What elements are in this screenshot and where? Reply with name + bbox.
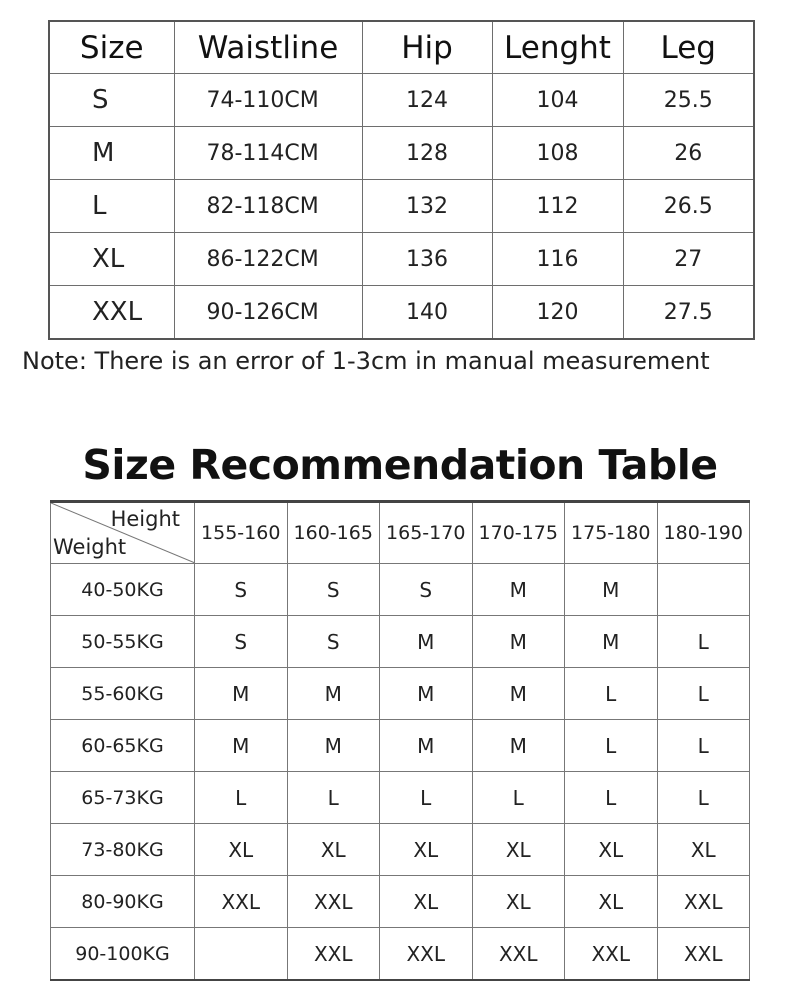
recommended-size-cell: XXL: [287, 876, 380, 928]
recommendation-row: [51, 876, 750, 928]
recommended-size-cell: M: [565, 616, 658, 668]
size-chart-cell-length: 116: [492, 233, 623, 286]
weight-range-cell: 90-100KG: [51, 928, 195, 981]
height-range-header: 170-175: [472, 502, 565, 564]
weight-range-cell: 60-65KG: [51, 720, 195, 772]
recommended-size-cell: XXL: [472, 928, 565, 981]
recommended-size-cell: M: [287, 668, 380, 720]
recommendation-header-row: [51, 502, 750, 564]
size-chart-table: [48, 20, 755, 340]
recommended-size-cell: L: [565, 720, 658, 772]
size-chart-cell-waistline: 74-110CM: [174, 74, 362, 127]
recommended-size-cell: L: [657, 772, 750, 824]
height-range-header: 165-170: [380, 502, 473, 564]
recommended-size-cell: L: [565, 668, 658, 720]
size-chart-cell-waistline: 86-122CM: [174, 233, 362, 286]
weight-range-cell: 80-90KG: [51, 876, 195, 928]
size-chart-cell-length: 108: [492, 127, 623, 180]
recommended-size-cell: L: [657, 720, 750, 772]
recommended-size-cell: L: [380, 772, 473, 824]
recommended-size-cell: XXL: [380, 928, 473, 981]
weight-range-cell: 65-73KG: [51, 772, 195, 824]
recommended-size-cell: M: [565, 564, 658, 616]
size-chart-cell-hip: 136: [362, 233, 492, 286]
header-size: Size: [49, 21, 174, 74]
recommended-size-cell: L: [195, 772, 288, 824]
size-chart-cell-size: L: [49, 180, 174, 233]
size-chart-cell-length: 120: [492, 286, 623, 340]
size-chart-cell-hip: 140: [362, 286, 492, 340]
height-range-header: 160-165: [287, 502, 380, 564]
recommendation-row: [51, 668, 750, 720]
recommended-size-cell: XL: [287, 824, 380, 876]
recommended-size-cell: M: [472, 616, 565, 668]
height-range-header: 155-160: [195, 502, 288, 564]
recommendation-title: Size Recommendation Table: [82, 441, 718, 489]
size-chart-cell-length: 112: [492, 180, 623, 233]
measurement-note: Note: There is an error of 1-3cm in manual measurement: [22, 347, 710, 375]
size-chart-cell-hip: 124: [362, 74, 492, 127]
recommended-size-cell: XXL: [195, 876, 288, 928]
recommendation-row: [51, 824, 750, 876]
size-chart-cell-waistline: 82-118CM: [174, 180, 362, 233]
recommended-size-cell: M: [380, 720, 473, 772]
recommended-size-cell: S: [195, 564, 288, 616]
size-chart-cell-waistline: 90-126CM: [174, 286, 362, 340]
weight-range-cell: 40-50KG: [51, 564, 195, 616]
height-range-header: 180-190: [657, 502, 750, 564]
size-chart-cell-leg: 26.5: [623, 180, 754, 233]
recommended-size-cell: M: [195, 720, 288, 772]
recommended-size-cell: [657, 564, 750, 616]
recommended-size-cell: M: [287, 720, 380, 772]
recommended-size-cell: L: [657, 668, 750, 720]
recommended-size-cell: M: [380, 668, 473, 720]
height-range-header: 175-180: [565, 502, 658, 564]
recommended-size-cell: XXL: [287, 928, 380, 981]
recommended-size-cell: M: [472, 668, 565, 720]
header-waistline: Waistline: [174, 21, 362, 74]
recommended-size-cell: XL: [380, 824, 473, 876]
header-hip: Hip: [362, 21, 492, 74]
recommended-size-cell: M: [472, 720, 565, 772]
size-chart-row: [49, 286, 754, 340]
recommendation-row: [51, 616, 750, 668]
recommended-size-cell: S: [195, 616, 288, 668]
recommended-size-cell: XL: [380, 876, 473, 928]
size-chart-cell-leg: 27: [623, 233, 754, 286]
recommended-size-cell: L: [287, 772, 380, 824]
recommended-size-cell: XL: [565, 876, 658, 928]
recommended-size-cell: M: [195, 668, 288, 720]
recommended-size-cell: S: [380, 564, 473, 616]
size-chart-cell-leg: 27.5: [623, 286, 754, 340]
size-chart-cell-waistline: 78-114CM: [174, 127, 362, 180]
recommended-size-cell: M: [380, 616, 473, 668]
recommended-size-cell: S: [287, 564, 380, 616]
recommended-size-cell: XXL: [657, 928, 750, 981]
recommended-size-cell: XXL: [657, 876, 750, 928]
corner-weight-label: Weight: [53, 535, 127, 559]
size-chart-cell-size: XL: [49, 233, 174, 286]
header-leg: Leg: [623, 21, 754, 74]
size-chart-cell-hip: 132: [362, 180, 492, 233]
recommended-size-cell: S: [287, 616, 380, 668]
recommended-size-cell: M: [472, 564, 565, 616]
weight-range-cell: 55-60KG: [51, 668, 195, 720]
recommended-size-cell: [195, 928, 288, 981]
size-chart-cell-size: M: [49, 127, 174, 180]
size-chart-cell-size: S: [49, 74, 174, 127]
recommendation-row: [51, 720, 750, 772]
weight-range-cell: 50-55KG: [51, 616, 195, 668]
weight-range-cell: 73-80KG: [51, 824, 195, 876]
recommendation-row: [51, 928, 750, 981]
size-chart-row: [49, 180, 754, 233]
size-chart-row: [49, 74, 754, 127]
recommended-size-cell: XL: [472, 824, 565, 876]
recommendation-row: [51, 772, 750, 824]
recommended-size-cell: L: [657, 616, 750, 668]
size-chart-header-row: [49, 21, 754, 74]
recommended-size-cell: L: [472, 772, 565, 824]
corner-height-label: Height: [110, 507, 180, 531]
recommended-size-cell: XL: [195, 824, 288, 876]
size-chart-cell-leg: 25.5: [623, 74, 754, 127]
recommended-size-cell: XL: [657, 824, 750, 876]
size-chart-cell-size: XXL: [49, 286, 174, 340]
recommended-size-cell: XXL: [565, 928, 658, 981]
recommended-size-cell: XL: [565, 824, 658, 876]
header-length: Lenght: [492, 21, 623, 74]
size-chart-row: [49, 127, 754, 180]
size-recommendation-table: [50, 500, 750, 981]
size-chart-cell-length: 104: [492, 74, 623, 127]
recommended-size-cell: L: [565, 772, 658, 824]
recommendation-row: [51, 564, 750, 616]
size-chart-row: [49, 233, 754, 286]
size-chart-cell-leg: 26: [623, 127, 754, 180]
corner-header-cell: [51, 502, 195, 564]
size-chart-cell-hip: 128: [362, 127, 492, 180]
recommended-size-cell: XL: [472, 876, 565, 928]
